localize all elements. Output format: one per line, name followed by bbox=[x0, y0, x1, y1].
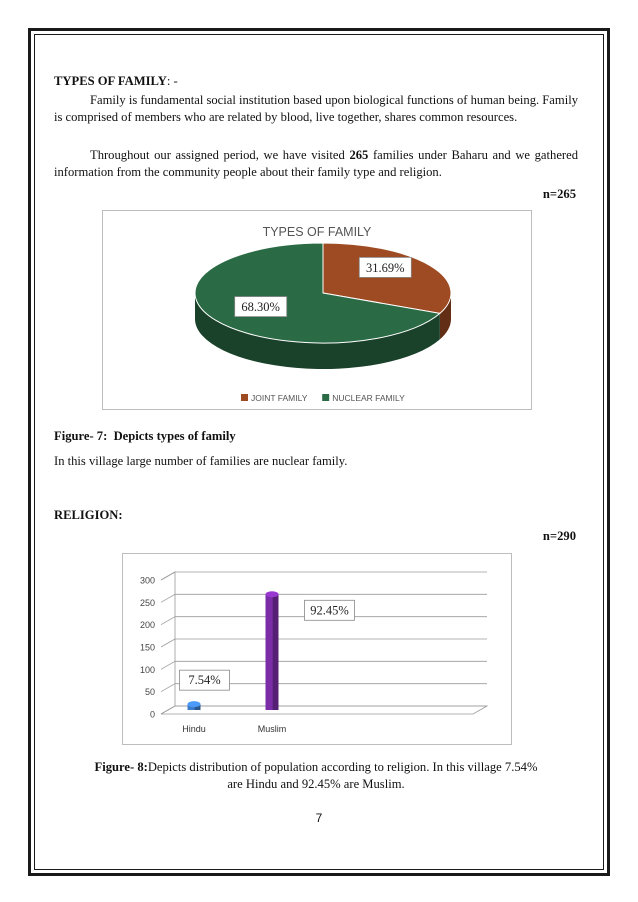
section-heading-family bbox=[54, 73, 178, 90]
bar-y-tick-5: 250 bbox=[139, 597, 155, 608]
figure8-label: Figure- 8: bbox=[94, 760, 148, 774]
pie-chart-title: TYPES OF FAMILY bbox=[262, 225, 372, 239]
pie-chart-box bbox=[102, 210, 532, 410]
figure8-line2: are Hindu and 92.45% are Muslim. bbox=[227, 777, 405, 791]
n-family: n=265 bbox=[542, 187, 576, 201]
page-number: 7 bbox=[315, 811, 323, 825]
heading-family-label: TYPES OF FAMILY bbox=[54, 74, 167, 88]
n-religion: n=290 bbox=[542, 529, 576, 543]
bar-category-0: Hindu bbox=[182, 724, 206, 734]
paragraph-nuclear: In this village large number of families are nuclear family. bbox=[54, 454, 348, 468]
pie-chart bbox=[103, 211, 531, 409]
bar-chart-box bbox=[122, 553, 512, 745]
bar-top-0 bbox=[188, 701, 201, 707]
bar-y-tick-2: 100 bbox=[139, 664, 155, 675]
bar-y-tick-0: 0 bbox=[149, 709, 155, 720]
pie-legend bbox=[241, 393, 405, 403]
bar-y-tick-1: 50 bbox=[144, 687, 155, 698]
bar-grid bbox=[161, 572, 487, 714]
bar-y-tick-6: 300 bbox=[139, 575, 155, 586]
bar-bars bbox=[180, 591, 355, 710]
bar-category-1: Muslim bbox=[257, 724, 287, 734]
figure8-caption bbox=[54, 759, 578, 793]
bar-top-1 bbox=[266, 591, 279, 597]
figure8-line1: Depicts distribution of population according to religion. In this village 7.54% bbox=[147, 760, 538, 774]
pie-legend-label-0: JOINT FAMILY bbox=[251, 393, 308, 403]
heading-family-suffix: : - bbox=[166, 74, 178, 88]
bar-chart bbox=[123, 554, 511, 744]
bar-categories bbox=[182, 724, 286, 734]
bar-y-tick-4: 200 bbox=[139, 620, 155, 631]
bar-shade-1 bbox=[273, 594, 279, 710]
bar-data-label-1: 92.45% bbox=[310, 603, 349, 618]
pie-slices bbox=[195, 243, 451, 369]
bar-data-label-0: 7.54% bbox=[188, 673, 221, 688]
pie-data-label-1: 68.30% bbox=[241, 300, 280, 315]
bar-y-tick-3: 150 bbox=[139, 642, 155, 653]
pie-data-label-0: 31.69% bbox=[366, 260, 405, 275]
visited-number: 265 bbox=[349, 148, 369, 162]
figure7-caption bbox=[54, 428, 236, 445]
pie-legend-swatch-0 bbox=[241, 394, 248, 401]
visited-after: families under Baharu and we gathered information from the community people about their family type and religion. bbox=[54, 148, 578, 179]
paragraph-family-definition: Family is fundamental social institution based upon biological functions of human being. Family is comprised of members who are related by blood, live together, shares common resources. bbox=[54, 93, 578, 124]
pie-legend-swatch-1 bbox=[322, 394, 329, 401]
section-heading-religion: RELIGION: bbox=[54, 508, 123, 522]
figure7-label: Figure- 7: bbox=[54, 429, 108, 443]
paragraph-visited bbox=[54, 147, 578, 181]
pie-legend-label-1: NUCLEAR FAMILY bbox=[332, 393, 405, 403]
visited-before: Throughout our assigned period, we have visited bbox=[90, 148, 350, 162]
bar-y-ticks bbox=[140, 576, 155, 720]
figure7-text: Depicts types of family bbox=[113, 429, 236, 443]
